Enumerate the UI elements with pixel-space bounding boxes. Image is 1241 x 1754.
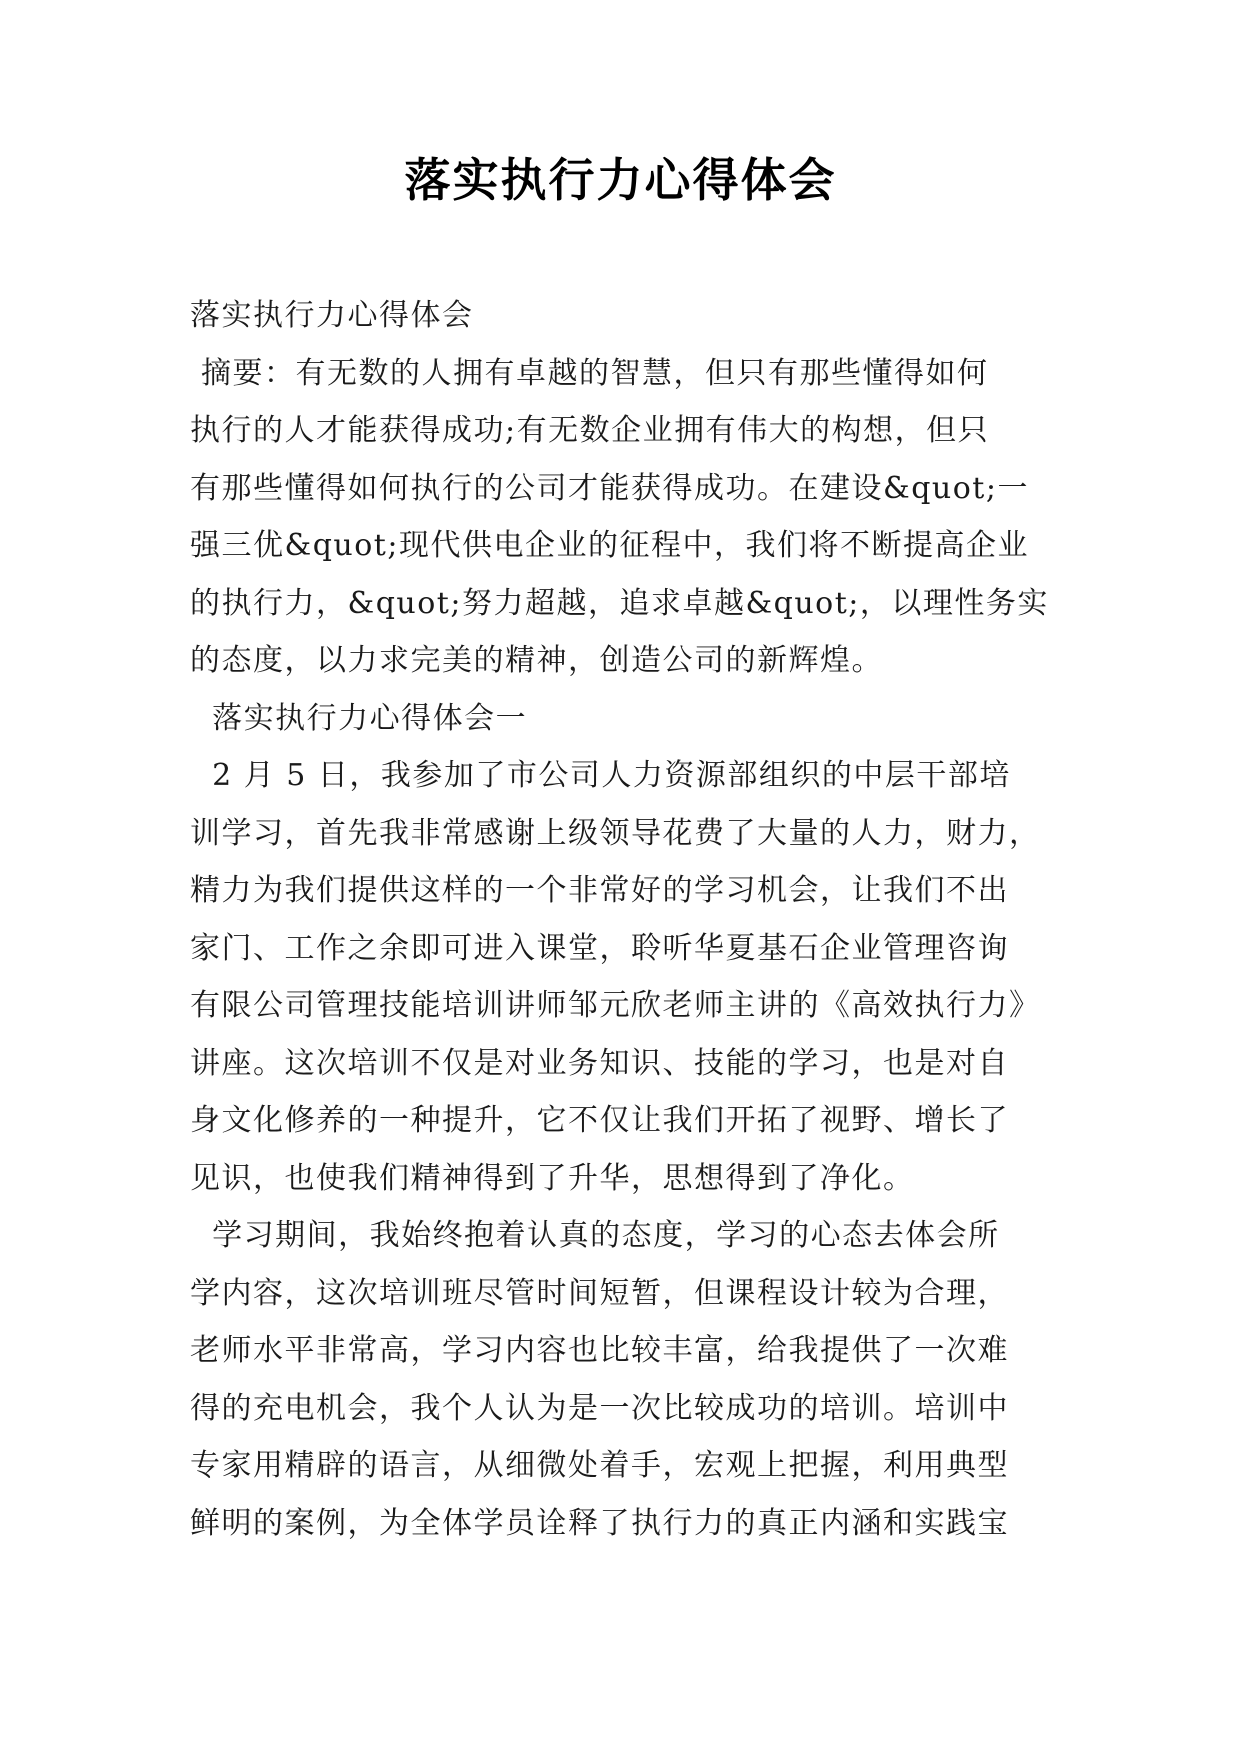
- body-line: 专家用精辟的语言，从细微处着手，宏观上把握，利用典型: [190, 1448, 1009, 1483]
- body-line: 精力为我们提供这样的一个非常好的学习机会，让我们不出: [190, 873, 1009, 908]
- body-line: 的态度，以力求完美的精神，创造公司的新辉煌。: [190, 643, 883, 678]
- document-body: [190, 287, 1060, 1552]
- body-line: 学习期间，我始终抱着认真的态度，学习的心态去体会所: [190, 1218, 1000, 1253]
- body-line: 的执行力，&quot;努力超越，追求卓越&quot;，以理性务实: [190, 585, 1049, 621]
- body-line: 落实执行力心得体会: [190, 298, 474, 333]
- body-line: 强三优&quot;现代供电企业的征程中，我们将不断提高企业: [190, 528, 1029, 563]
- body-line: 训学习，首先我非常感谢上级领导花费了大量的人力，财力，: [190, 815, 1041, 851]
- body-line: 有那些懂得如何执行的公司才能获得成功。在建设&quot;一: [190, 470, 1029, 506]
- body-line: 落实执行力心得体会一: [190, 700, 528, 736]
- body-line: 家门、工作之余即可进入课堂，聆听华夏基石企业管理咨询: [190, 930, 1009, 966]
- body-line: 有限公司管理技能培训讲师邹元欣老师主讲的《高效执行力》: [190, 988, 1041, 1023]
- body-line: 鲜明的案例，为全体学员诠释了执行力的真正内涵和实践宝: [190, 1505, 1009, 1541]
- body-line: 身文化修养的一种提升，它不仅让我们开拓了视野、增长了: [190, 1103, 1009, 1138]
- body-line: 2 月 5 日，我参加了市公司人力资源部组织的中层干部培: [190, 758, 1011, 793]
- document-title: 落实执行力心得体会: [404, 153, 837, 207]
- body-line: 老师水平非常高，学习内容也比较丰富，给我提供了一次难: [190, 1333, 1009, 1368]
- body-line: 见识，也使我们精神得到了升华，思想得到了净化。: [190, 1160, 915, 1196]
- body-line: 摘要：有无数的人拥有卓越的智慧，但只有那些懂得如何: [190, 355, 989, 391]
- body-line: 执行的人才能获得成功;有无数企业拥有伟大的构想，但只: [190, 413, 990, 448]
- body-line: 得的充电机会，我个人认为是一次比较成功的培训。培训中: [190, 1390, 1009, 1426]
- body-line: 讲座。这次培训不仅是对业务知识、技能的学习，也是对自: [190, 1045, 1009, 1081]
- body-line: 学内容，这次培训班尽管时间短暂，但课程设计较为合理，: [190, 1275, 1009, 1311]
